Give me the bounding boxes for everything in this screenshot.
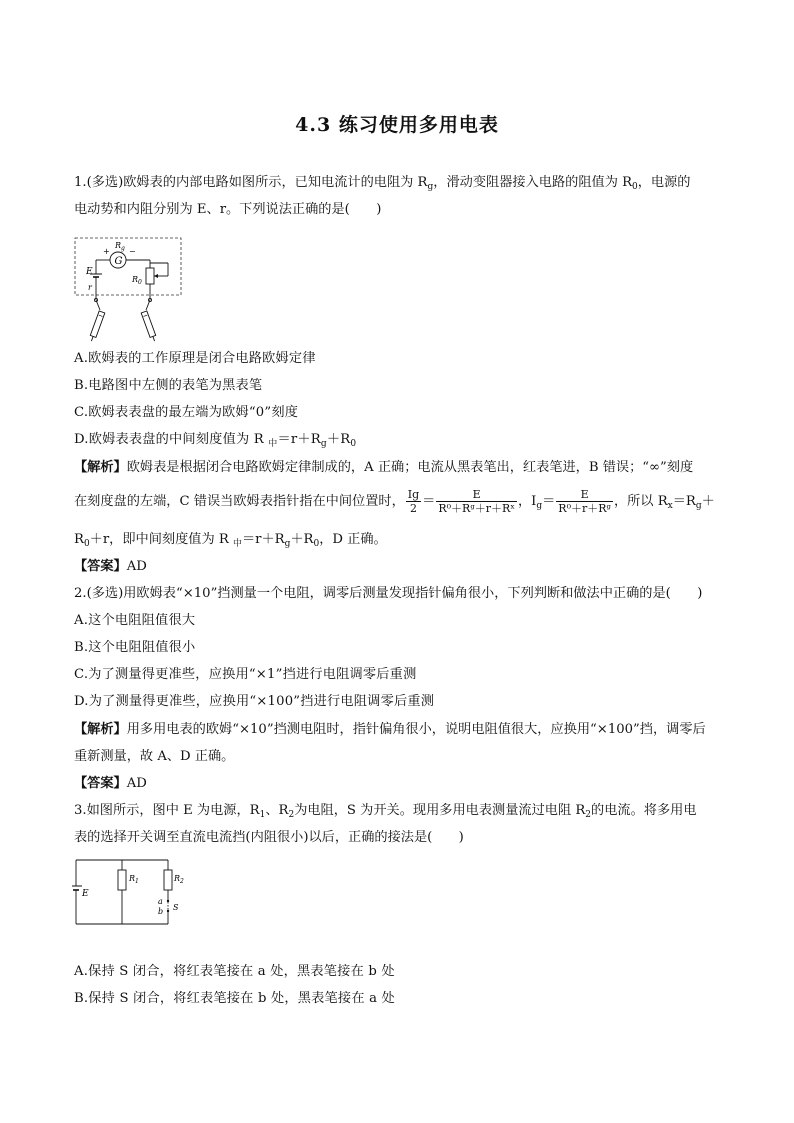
answer-value: AD — [126, 559, 147, 574]
answer-label: 【答案】 — [74, 776, 127, 791]
q1-stem-text: ，电源的 — [637, 175, 691, 190]
q2-analysis-line-1: 【解析】用多用电表的欧姆“×10”挡测电阻时，指针偏角很小，说明电阻值很大，应换用“×100”挡，调零后 — [74, 722, 706, 737]
q2-analysis-line-2: 重新测量，故 A、D 正确。 — [74, 749, 235, 764]
analysis-label: 【解析】 — [74, 460, 127, 475]
q1-analysis-line-3: $R_0+r$，即中间刻度值为 R $_中=r+R_g+R_0$，D 正确。 — [74, 532, 387, 549]
q2-option-b: B.这个电阻阻值很小 — [74, 640, 196, 655]
q3-stem-line-2: 表的选择开关调至直流电流挡(内阻很小)以后，正确的接法是( ) — [74, 830, 464, 845]
q2-option-c: C.为了测量得更准些，应换用“×1”挡进行电阻调零后重测 — [74, 667, 417, 682]
source-e-label: E — [82, 889, 89, 899]
q2-option-a: A.这个电阻阻值很大 — [74, 613, 196, 628]
q2-option-d: D.为了测量得更准些，应换用“×100”挡进行电阻调零后重测 — [74, 694, 435, 709]
emf-label: E — [86, 267, 93, 277]
answer-label: 【答案】 — [74, 559, 127, 574]
answer-value: AD — [126, 776, 147, 791]
r1-label: $R_1$ — [129, 874, 139, 885]
fraction: $\frac{E}{\text{R⁰＋r＋Rᵍ}}$ — [558, 488, 611, 515]
svg-text:−: − — [129, 247, 136, 256]
q1-stem-line-1 — [74, 174, 724, 192]
switch-s-label: S — [173, 903, 179, 912]
q1-stem-line-2: 电动势和内阻分别为 E、r。下列说法正确的是( ) — [74, 202, 382, 217]
q2-answer — [74, 775, 724, 793]
q1-option-b: B.电路图中左侧的表笔为黑表笔 — [74, 378, 263, 393]
page-title: 4.3 练习使用多用电表 — [295, 114, 499, 136]
fraction: $\frac{Ig}{2}$ — [407, 488, 420, 515]
series-parallel-circuit-diagram — [72, 856, 192, 928]
q3-option-b: B.保持 S 闭合，将红表笔接在 b 处，黑表笔接在 a 处 — [74, 991, 395, 1006]
r2-label: $R_2$ — [174, 874, 184, 885]
q1-analysis-line-2: 在刻度盘的左端，C 错误当欧姆表指针指在中间位置时， $\frac{Ig}{2}$ ＝ $\frac{E}{\text{R⁰＋Rᵍ＋r＋Rˣ}}$ ，$I_g=$ $\frac{E}{\text{R⁰＋r＋Rᵍ}}$ ，所以 $R_x=R_g+$ — [74, 488, 715, 515]
galvanometer-label: G — [114, 256, 123, 267]
q1-option-a: A.欧姆表的工作原理是闭合电路欧姆定律 — [74, 351, 316, 366]
rg-label: $R_g$ — [115, 241, 125, 252]
point-a-label: a — [158, 897, 163, 906]
q3-option-a: A.保持 S 闭合，将红表笔接在 a 处，黑表笔接在 b 处 — [74, 964, 395, 979]
q2-stem: 2.(多选)用欧姆表“×10”挡测量一个电阻，调零后测量发现指针偏角很小，下列判断和做法中正确的是( ) — [74, 586, 703, 601]
point-b-label: b — [158, 907, 164, 916]
fraction: $\frac{E}{\text{R⁰＋Rᵍ＋r＋Rˣ}}$ — [438, 488, 515, 515]
r0-label: $R_0$ — [132, 275, 142, 286]
analysis-label: 【解析】 — [74, 722, 127, 737]
subscript: g — [427, 182, 434, 192]
q1-circuit-figure — [74, 234, 186, 350]
q1-stem-text: 1.(多选)欧姆表的内部电路如图所示，已知电流计的电阻为 R — [74, 175, 428, 190]
subscript: 0 — [632, 182, 638, 192]
internal-resistance-label: r — [88, 283, 92, 292]
q3-stem-line-1: 3.如图所示，图中 E 为电源，$R_1$、$R_2$为电阻，S 为开关。现用多用电表测量流过电阻 $R_2$的电流。将多用电 — [74, 803, 697, 820]
q1-stem-text: ，滑动变阻器接入电路的阻值为 R — [433, 175, 633, 190]
ohmmeter-circuit-diagram — [74, 234, 186, 346]
q3-circuit-figure — [72, 856, 192, 932]
q1-option-c: C.欧姆表表盘的最左端为欧姆“0”刻度 — [74, 405, 299, 420]
svg-text:+: + — [103, 247, 110, 256]
q1-option-d: D.欧姆表表盘的中间刻度值为 R $_中=r+R_g+R_0$ — [74, 432, 357, 449]
q1-answer — [74, 558, 724, 576]
q1-analysis-line-1: 【解析】欧姆表是根据闭合电路欧姆定律制成的，A 正确；电流从黑表笔出，红表笔进，B 错误；“∞”刻度 — [74, 460, 694, 475]
